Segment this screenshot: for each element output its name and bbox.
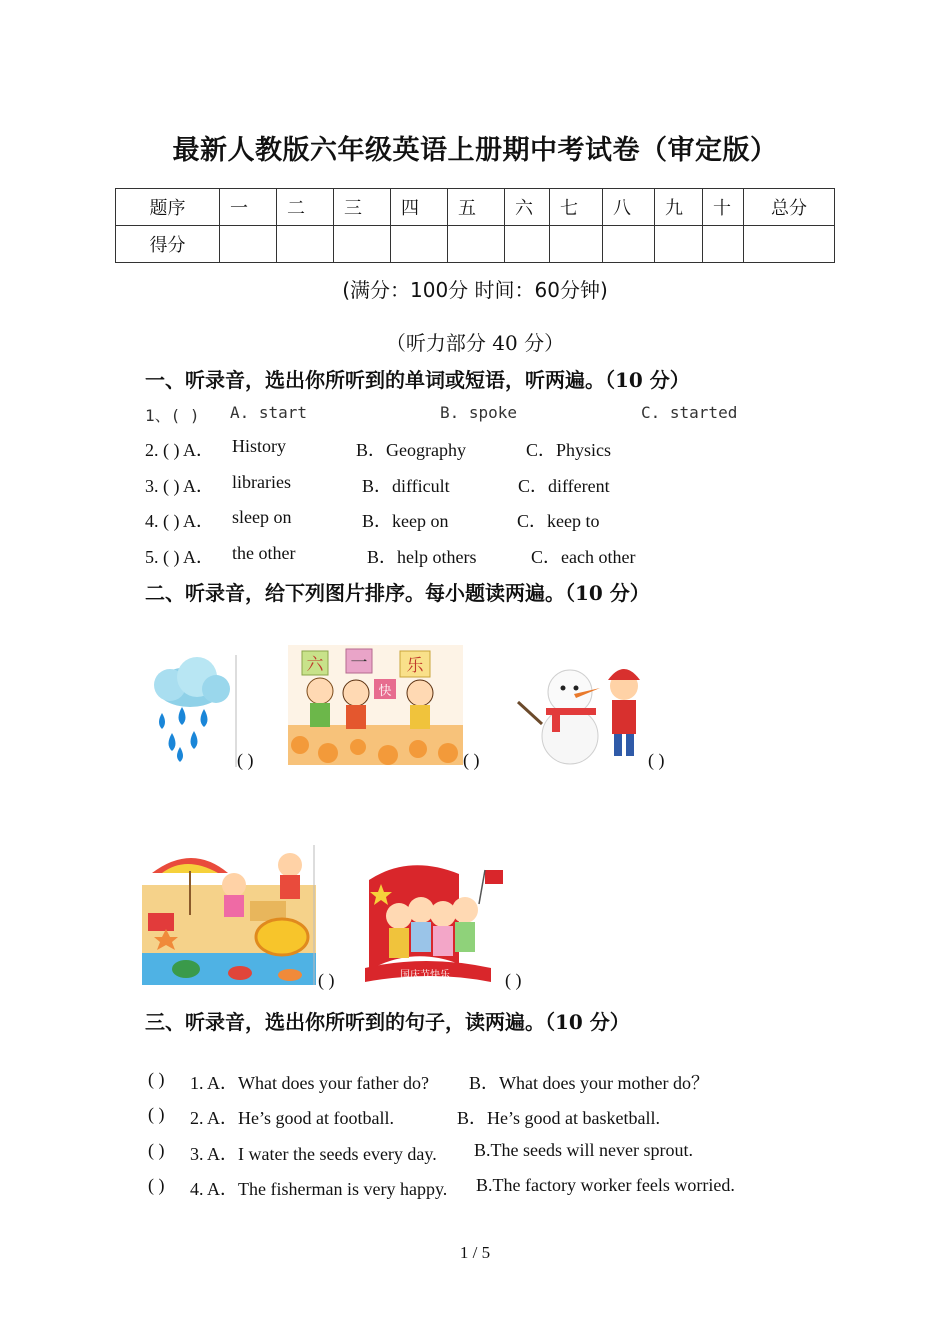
q5-option-b: B．help others: [367, 547, 477, 567]
q1-option-c: C. started: [641, 403, 738, 422]
q5-option-c: C．each other: [531, 547, 636, 567]
score-header-cell: 三: [334, 189, 391, 226]
sentence-option-a: 2. A．He’s good at football.: [190, 1108, 394, 1128]
sentence-option-b: B.The seeds will never sprout.: [474, 1140, 693, 1160]
q1-option-a: A. start: [230, 403, 308, 422]
score-cell[interactable]: [744, 226, 835, 263]
q4-option-a: sleep on: [232, 507, 292, 527]
q2-option-a: History: [232, 436, 286, 456]
score-header-cell: 一: [220, 189, 277, 226]
q2-option-b: B．Geography: [356, 440, 466, 460]
answer-paren-5[interactable]: ( ): [505, 970, 522, 990]
section2-heading: 二、听录音，给下列图片排序。每小题读两遍。（10 分）: [145, 581, 650, 605]
snowman-picture: [512, 658, 647, 766]
score-header-cell: 总分: [744, 189, 835, 226]
score-header-cell: 二: [277, 189, 334, 226]
beach-picture: [142, 845, 316, 985]
banner-char-1: 六: [306, 655, 324, 675]
page-title: 最新人教版六年级英语上册期中考试卷（审定版）: [172, 135, 778, 166]
q2-option-c: C．Physics: [526, 440, 612, 460]
q4-option-b: B．keep on: [362, 511, 449, 531]
answer-paren-1[interactable]: ( ): [237, 750, 254, 770]
national-day-picture: [365, 860, 505, 985]
sentence-option-a: 1. A．What does your father do?: [190, 1073, 429, 1093]
score-cell[interactable]: [277, 226, 334, 263]
score-header-cell: 五: [448, 189, 505, 226]
listening-part-heading: （听力部分 40 分）: [385, 331, 565, 355]
banner-char-3: 乐: [406, 656, 424, 676]
score-cell[interactable]: [220, 226, 277, 263]
score-header-cell: 七: [550, 189, 603, 226]
page-number: 1 / 5: [459, 1243, 491, 1262]
sentence-option-b: B．What does your mother do？: [469, 1073, 709, 1093]
rain-cloud-picture: [142, 655, 238, 767]
answer-paren-2[interactable]: ( ): [463, 750, 480, 770]
sentence-paren[interactable]: ( ): [148, 1175, 165, 1195]
score-table-score-row: [116, 226, 835, 263]
q1-option-b: B. spoke: [440, 403, 518, 422]
score-cell[interactable]: [703, 226, 744, 263]
q4-number: 4. ( ) A．: [145, 511, 214, 531]
answer-paren-3[interactable]: ( ): [648, 750, 665, 770]
sentence-option-b: B．He’s good at basketball.: [457, 1108, 660, 1128]
sentence-option-a: 3. A．I water the seeds every day.: [190, 1144, 437, 1164]
section3-heading: 三、听录音，选出你所听到的句子，读两遍。（10 分）: [145, 1010, 630, 1034]
flag-greeting-text: 国庆节快乐: [400, 970, 450, 981]
q4-option-c: C．keep to: [517, 511, 600, 531]
score-cell[interactable]: [505, 226, 550, 263]
q3-option-b: B．difficult: [362, 476, 450, 496]
q1-number: 1、( ): [145, 406, 200, 425]
sentence-paren[interactable]: ( ): [148, 1104, 165, 1124]
sentence-option-a: 4. A．The fisherman is very happy.: [190, 1179, 448, 1199]
score-header-cell: 六: [505, 189, 550, 226]
score-header-cell: 九: [655, 189, 703, 226]
q5-option-a: the other: [232, 543, 296, 563]
score-cell[interactable]: [655, 226, 703, 263]
banner-char-4: 快: [378, 684, 392, 699]
q3-option-a: libraries: [232, 472, 291, 492]
answer-paren-4[interactable]: ( ): [318, 970, 335, 990]
score-header-cell: 十: [703, 189, 744, 226]
score-header-cell: 题序: [116, 189, 220, 226]
sentence-option-b: B.The factory worker feels worried.: [476, 1175, 735, 1195]
q3-option-c: C．different: [518, 476, 610, 496]
score-table: [115, 188, 835, 263]
q2-number: 2. ( ) A．: [145, 440, 214, 460]
score-cell[interactable]: [550, 226, 603, 263]
score-cell[interactable]: [334, 226, 391, 263]
score-table-header-row: [116, 189, 835, 226]
section1-heading: 一、听录音，选出你所听到的单词或短语，听两遍。（10 分）: [145, 368, 690, 392]
banner-char-2: 一: [350, 653, 368, 673]
score-header-cell: 四: [391, 189, 448, 226]
score-row-label: 得分: [116, 226, 220, 263]
q5-number: 5. ( ) A．: [145, 547, 214, 567]
score-cell[interactable]: [603, 226, 655, 263]
sentence-paren[interactable]: ( ): [148, 1069, 165, 1089]
score-cell[interactable]: [391, 226, 448, 263]
sentence-paren[interactable]: ( ): [148, 1140, 165, 1160]
q3-number: 3. ( ) A．: [145, 476, 214, 496]
score-header-cell: 八: [603, 189, 655, 226]
full-marks-time: (满分：100分 时间：60分钟): [342, 278, 608, 302]
score-cell[interactable]: [448, 226, 505, 263]
childrens-day-picture: [288, 645, 463, 765]
